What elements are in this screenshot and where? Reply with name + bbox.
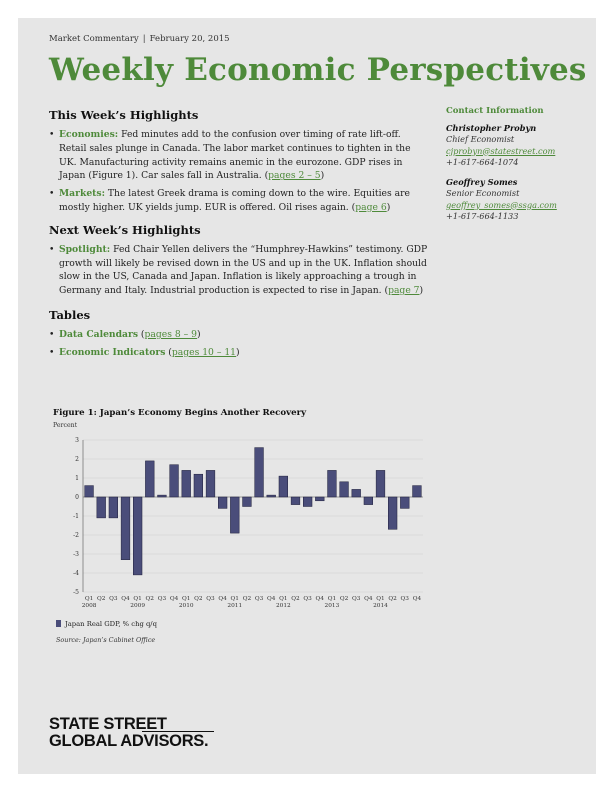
logo-line-2: GLOBAL ADVISORS.: [49, 732, 209, 750]
page-link[interactable]: pages 8 – 9: [144, 328, 197, 340]
bullet-tail: ): [320, 170, 325, 182]
bar: [352, 489, 361, 497]
bar: [279, 476, 288, 497]
contact-phone: +1-617-664-1074: [446, 157, 519, 167]
legend-swatch: [56, 620, 61, 627]
year-label: 2008: [81, 603, 97, 609]
bullet-lead: Economic Indicators: [59, 346, 166, 358]
contact-name: Christopher Probyn: [446, 122, 537, 133]
bullet-lead: Data Calendars: [59, 328, 138, 340]
y-tick-label: -3: [73, 551, 79, 558]
bar: [109, 497, 118, 518]
state-street-logo: [49, 716, 208, 750]
bullet-text: Fed minutes add to the confusion over timing of rate lift-off. Retail sales plunge in Canada. The labor market continues to tighten in the UK. Manufacturing activity remains anemic in the eurozone. GDP rises in Japan (Figure 1). Car sales fall in Australia. (: [59, 129, 411, 182]
main-content: [49, 108, 429, 364]
contact-role: Senior Economist: [446, 188, 520, 198]
x-tick-label: Q3: [157, 596, 167, 602]
logo-line-1: STATE STREET: [49, 715, 167, 733]
y-tick-label: 1: [75, 475, 79, 482]
x-tick-label: Q4: [218, 596, 227, 602]
bullet-lead: Markets:: [59, 188, 105, 200]
contact-name: Geoffrey Somes: [446, 176, 518, 187]
bar: [243, 497, 252, 507]
gdp-bar-chart: [53, 434, 433, 624]
bar: [133, 497, 142, 575]
bullet-text: (: [138, 328, 145, 340]
page-link[interactable]: pages 2 – 5: [268, 170, 321, 182]
bar: [328, 470, 337, 497]
next-week-heading: Next Week’s Highlights: [49, 222, 201, 237]
contact-card: [446, 177, 586, 223]
x-tick-label: Q1: [327, 596, 337, 602]
bar: [340, 482, 349, 497]
y-tick-label: -4: [73, 570, 79, 577]
bullet-tail: ): [419, 285, 424, 297]
this-week-heading: This Week’s Highlights: [49, 108, 199, 122]
bar: [218, 497, 227, 508]
contact-email-link[interactable]: cjprobyn@statestreet.com: [446, 145, 556, 156]
x-tick-label: Q4: [364, 596, 373, 602]
x-tick-label: Q1: [279, 596, 288, 602]
page-title: Weekly Economic Perspectives: [49, 52, 587, 88]
x-tick-label: Q2: [194, 596, 203, 602]
bar: [315, 497, 324, 501]
page: [18, 18, 596, 774]
x-tick-label: Q3: [303, 596, 312, 602]
x-tick-label: Q1: [84, 596, 94, 602]
x-tick-label: Q2: [291, 596, 300, 602]
y-tick-label: 2: [75, 456, 79, 463]
x-tick-label: Q1: [133, 596, 142, 602]
year-label: 2013: [324, 603, 340, 609]
bullet-text: Fed Chair Yellen delivers the “Humphrey-Hawkins” testimony. GDP growth will likely be revised down in the US and up in the UK. Inflation should slow in the US, Canada and Japan. Inflation is likely approaching a trough in Germany and Italy. Industrial production is expected to rise in Japan. (: [59, 243, 428, 297]
bar: [97, 497, 106, 518]
year-label: 2011: [227, 603, 243, 609]
bullet-tail: ): [236, 346, 240, 358]
bullet-dot-icon: •: [49, 328, 55, 340]
bullet-text: The latest Greek drama is coming down to the wire. Equities are mostly higher. UK yields jump. EUR is offered. Oil rises again. (: [59, 188, 410, 213]
x-tick-label: Q4: [315, 596, 325, 602]
y-tick-label: 0: [75, 494, 79, 501]
header-separator: |: [142, 34, 146, 44]
page-link[interactable]: pages 10 – 11: [171, 346, 237, 358]
bar: [206, 470, 215, 497]
bar: [364, 497, 373, 505]
bullet-dot-icon: •: [49, 346, 55, 358]
year-label: 2009: [130, 603, 146, 609]
contact-card: [446, 123, 586, 169]
x-tick-label: Q3: [351, 596, 361, 602]
bar: [291, 497, 300, 505]
category-label: Market Commentary: [49, 34, 139, 44]
x-tick-label: Q4: [121, 596, 130, 602]
y-tick-label: -2: [73, 532, 79, 539]
highlight-markets: [49, 187, 429, 215]
table-economic-indicators: [49, 346, 429, 360]
bar: [121, 497, 130, 560]
header-meta: [49, 34, 230, 44]
y-tick-label: -1: [73, 513, 79, 520]
bullet-dot-icon: •: [49, 243, 55, 255]
x-tick-label: Q2: [96, 596, 106, 602]
table-data-calendars: [49, 328, 429, 342]
bar: [267, 495, 276, 497]
x-tick-label: Q1: [376, 596, 385, 602]
year-label: 2012: [275, 603, 291, 609]
x-tick-label: Q2: [145, 596, 155, 602]
bullet-tail: ): [386, 201, 391, 213]
x-tick-label: Q3: [109, 596, 118, 602]
contact-heading: Contact Information: [446, 106, 544, 116]
contact-email-link[interactable]: geoffrey_somes@ssga.com: [446, 199, 557, 210]
date-label: February 20, 2015: [149, 34, 230, 44]
legend-label: Japan Real GDP, % chg q/q: [65, 620, 157, 628]
bar: [85, 486, 94, 497]
y-axis-label: Percent: [53, 422, 78, 429]
year-label: 2010: [178, 603, 194, 609]
x-tick-label: Q1: [230, 596, 240, 602]
x-tick-label: Q1: [181, 596, 191, 602]
bullet-text: (: [165, 346, 172, 358]
page-link[interactable]: page 7: [388, 285, 420, 297]
x-tick-label: Q2: [242, 596, 252, 602]
x-tick-label: Q4: [169, 596, 179, 602]
x-tick-label: Q4: [412, 596, 422, 602]
figure-1: [53, 408, 433, 644]
x-tick-label: Q4: [266, 596, 276, 602]
bar: [170, 465, 179, 497]
bar: [413, 486, 422, 497]
bar: [194, 474, 203, 497]
bar: [145, 461, 154, 497]
bar: [303, 497, 312, 507]
bar: [230, 497, 239, 533]
highlight-economies: [49, 128, 429, 183]
x-tick-label: Q3: [400, 596, 410, 602]
bullet-dot-icon: •: [49, 188, 55, 200]
bar: [158, 495, 167, 497]
bullet-lead: Economies:: [59, 129, 119, 140]
x-tick-label: Q2: [339, 596, 349, 602]
x-tick-label: Q2: [388, 596, 397, 602]
figure-title: Figure 1: Japan’s Economy Begins Another Recovery: [53, 408, 307, 418]
contact-sidebar: [446, 106, 586, 231]
bar: [400, 497, 409, 508]
logo-rule: [142, 731, 214, 732]
figure-source: Source: Japan’s Cabinet Office: [56, 636, 156, 644]
contact-phone: +1-617-664-1133: [446, 211, 519, 221]
bar: [388, 497, 397, 529]
x-tick-label: Q3: [254, 596, 264, 602]
bullet-lead: Spotlight:: [59, 243, 111, 255]
x-tick-label: Q3: [206, 596, 215, 602]
year-label: 2014: [373, 603, 388, 609]
contact-role: Chief Economist: [446, 134, 515, 144]
bullet-dot-icon: •: [49, 129, 55, 140]
chart-legend: [56, 620, 157, 628]
y-tick-label: 3: [75, 437, 79, 444]
page-link[interactable]: page 6: [355, 201, 387, 213]
bar: [255, 448, 264, 497]
y-tick-label: -5: [73, 589, 79, 596]
bar: [182, 470, 191, 497]
bar: [376, 470, 385, 497]
highlight-spotlight: [49, 243, 429, 298]
bullet-tail: ): [196, 328, 201, 340]
tables-heading: Tables: [49, 307, 91, 322]
